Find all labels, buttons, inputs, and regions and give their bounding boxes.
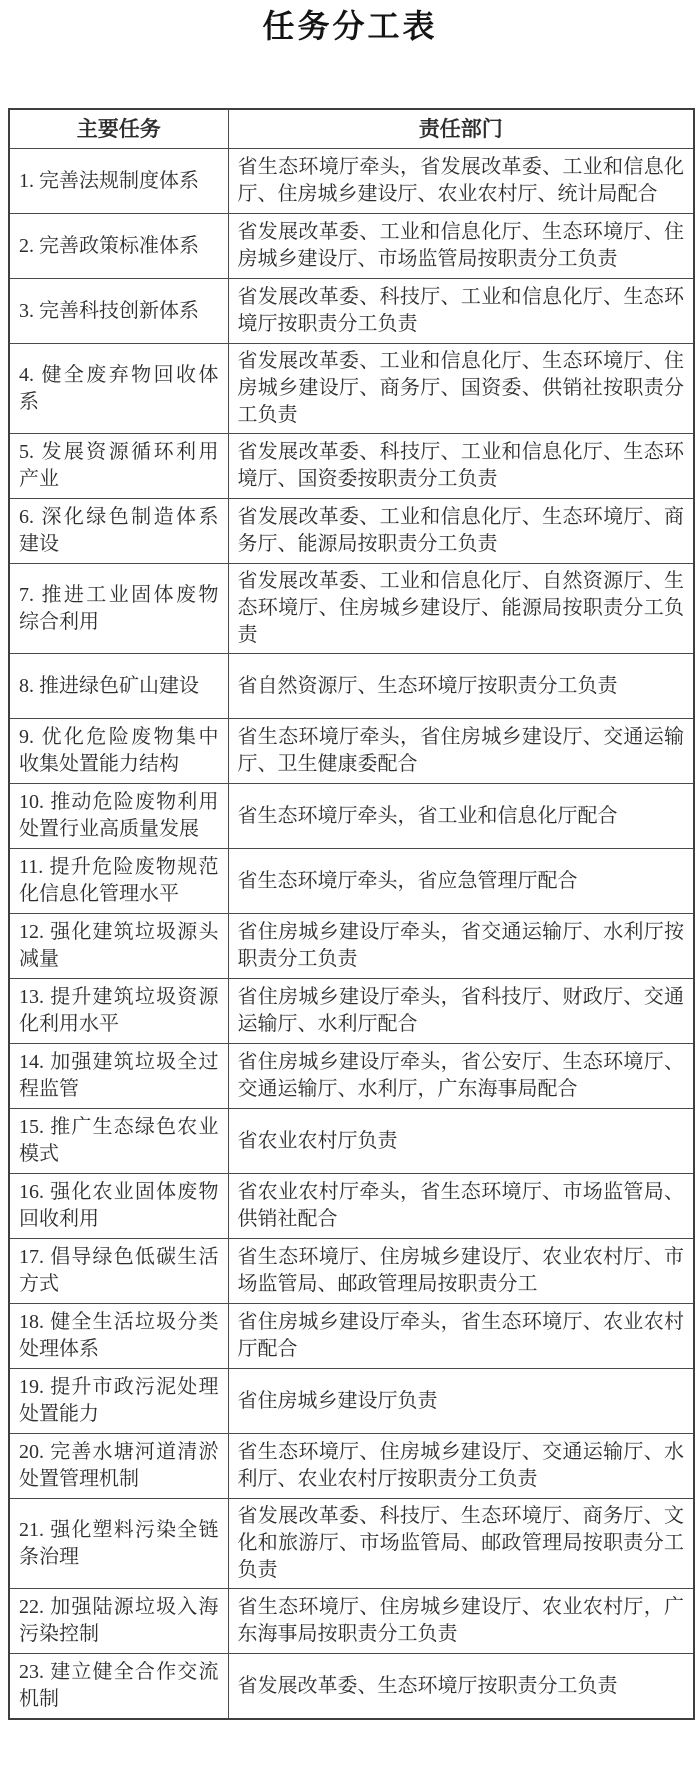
task-cell: 9. 优化危险废物集中收集处置能力结构 xyxy=(9,719,228,784)
table-row xyxy=(9,1239,694,1304)
table-row xyxy=(9,149,694,214)
task-cell: 4. 健全废弃物回收体系 xyxy=(9,344,228,434)
dept-cell: 省发展改革委、工业和信息化厅、生态环境厅、住房城乡建设厅、市场监管局按职责分工负责 xyxy=(228,214,694,279)
dept-cell: 省生态环境厅牵头，省工业和信息化厅配合 xyxy=(228,784,694,849)
table-row xyxy=(9,654,694,719)
table-row xyxy=(9,979,694,1044)
task-cell: 15. 推广生态绿色农业模式 xyxy=(9,1109,228,1174)
dept-cell: 省生态环境厅牵头，省住房城乡建设厅、交通运输厅、卫生健康委配合 xyxy=(228,719,694,784)
table-row xyxy=(9,719,694,784)
column-header-task: 主要任务 xyxy=(9,109,228,149)
document-title: 任务分工表 xyxy=(262,8,438,44)
task-cell: 21. 强化塑料污染全链条治理 xyxy=(9,1499,228,1589)
dept-cell: 省住房城乡建设厅牵头，省公安厅、生态环境厅、交通运输厅、水利厅，广东海事局配合 xyxy=(228,1044,694,1109)
table-row xyxy=(9,499,694,564)
task-cell: 13. 提升建筑垃圾资源化利用水平 xyxy=(9,979,228,1044)
task-cell: 6. 深化绿色制造体系建设 xyxy=(9,499,228,564)
task-cell: 11. 提升危险废物规范化信息化管理水平 xyxy=(9,849,228,914)
table-row xyxy=(9,914,694,979)
table-row xyxy=(9,1174,694,1239)
table-row xyxy=(9,784,694,849)
task-cell: 17. 倡导绿色低碳生活方式 xyxy=(9,1239,228,1304)
task-table xyxy=(8,108,695,1720)
task-cell: 10. 推动危险废物利用处置行业高质量发展 xyxy=(9,784,228,849)
table-row xyxy=(9,1044,694,1109)
dept-cell: 省发展改革委、工业和信息化厅、生态环境厅、商务厅、能源局按职责分工负责 xyxy=(228,499,694,564)
table-row xyxy=(9,1434,694,1499)
dept-cell: 省发展改革委、科技厅、生态环境厅、商务厅、文化和旅游厅、市场监管局、邮政管理局按职责分工负责 xyxy=(228,1499,694,1589)
dept-cell: 省住房城乡建设厅牵头，省交通运输厅、水利厅按职责分工负责 xyxy=(228,914,694,979)
task-cell: 3. 完善科技创新体系 xyxy=(9,279,228,344)
dept-cell: 省住房城乡建设厅牵头，省生态环境厅、农业农村厅配合 xyxy=(228,1304,694,1369)
task-cell: 7. 推进工业固体废物综合利用 xyxy=(9,564,228,654)
dept-cell: 省发展改革委、工业和信息化厅、自然资源厅、生态环境厅、住房城乡建设厅、能源局按职责分工负责 xyxy=(228,564,694,654)
header-row xyxy=(9,109,694,149)
task-cell: 2. 完善政策标准体系 xyxy=(9,214,228,279)
dept-cell: 省自然资源厅、生态环境厅按职责分工负责 xyxy=(228,654,694,719)
table-row xyxy=(9,344,694,434)
table-row xyxy=(9,1304,694,1369)
table-row xyxy=(9,1369,694,1434)
dept-cell: 省发展改革委、科技厅、工业和信息化厅、生态环境厅按职责分工负责 xyxy=(228,279,694,344)
task-cell: 14. 加强建筑垃圾全过程监管 xyxy=(9,1044,228,1109)
table-row xyxy=(9,1589,694,1654)
task-cell: 22. 加强陆源垃圾入海污染控制 xyxy=(9,1589,228,1654)
table-row xyxy=(9,1654,694,1720)
task-cell: 23. 建立健全合作交流机制 xyxy=(9,1654,228,1720)
dept-cell: 省发展改革委、生态环境厅按职责分工负责 xyxy=(228,1654,694,1720)
dept-cell: 省生态环境厅、住房城乡建设厅、农业农村厅，广东海事局按职责分工负责 xyxy=(228,1589,694,1654)
dept-cell: 省农业农村厅负责 xyxy=(228,1109,694,1174)
task-cell: 8. 推进绿色矿山建设 xyxy=(9,654,228,719)
task-cell: 19. 提升市政污泥处理处置能力 xyxy=(9,1369,228,1434)
dept-cell: 省住房城乡建设厅牵头，省科技厅、财政厅、交通运输厅、水利厅配合 xyxy=(228,979,694,1044)
table-row xyxy=(9,849,694,914)
dept-cell: 省生态环境厅牵头，省发展改革委、工业和信息化厅、住房城乡建设厅、农业农村厅、统计局配合 xyxy=(228,149,694,214)
column-header-dept: 责任部门 xyxy=(228,109,694,149)
table-row xyxy=(9,214,694,279)
dept-cell: 省生态环境厅、住房城乡建设厅、农业农村厅、市场监管局、邮政管理局按职责分工 xyxy=(228,1239,694,1304)
dept-cell: 省生态环境厅、住房城乡建设厅、交通运输厅、水利厅、农业农村厅按职责分工负责 xyxy=(228,1434,694,1499)
task-cell: 5. 发展资源循环利用产业 xyxy=(9,434,228,499)
table-row xyxy=(9,279,694,344)
task-cell: 16. 强化农业固体废物回收利用 xyxy=(9,1174,228,1239)
table-row xyxy=(9,434,694,499)
dept-cell: 省住房城乡建设厅负责 xyxy=(228,1369,694,1434)
task-cell: 18. 健全生活垃圾分类处理体系 xyxy=(9,1304,228,1369)
table-row xyxy=(9,564,694,654)
task-cell: 12. 强化建筑垃圾源头减量 xyxy=(9,914,228,979)
table-row xyxy=(9,1109,694,1174)
dept-cell: 省发展改革委、科技厅、工业和信息化厅、生态环境厅、国资委按职责分工负责 xyxy=(228,434,694,499)
dept-cell: 省农业农村厅牵头，省生态环境厅、市场监管局、供销社配合 xyxy=(228,1174,694,1239)
task-cell: 20. 完善水塘河道清淤处置管理机制 xyxy=(9,1434,228,1499)
dept-cell: 省发展改革委、工业和信息化厅、生态环境厅、住房城乡建设厅、商务厅、国资委、供销社按职责分工负责 xyxy=(228,344,694,434)
table-row xyxy=(9,1499,694,1589)
task-cell: 1. 完善法规制度体系 xyxy=(9,149,228,214)
dept-cell: 省生态环境厅牵头，省应急管理厅配合 xyxy=(228,849,694,914)
